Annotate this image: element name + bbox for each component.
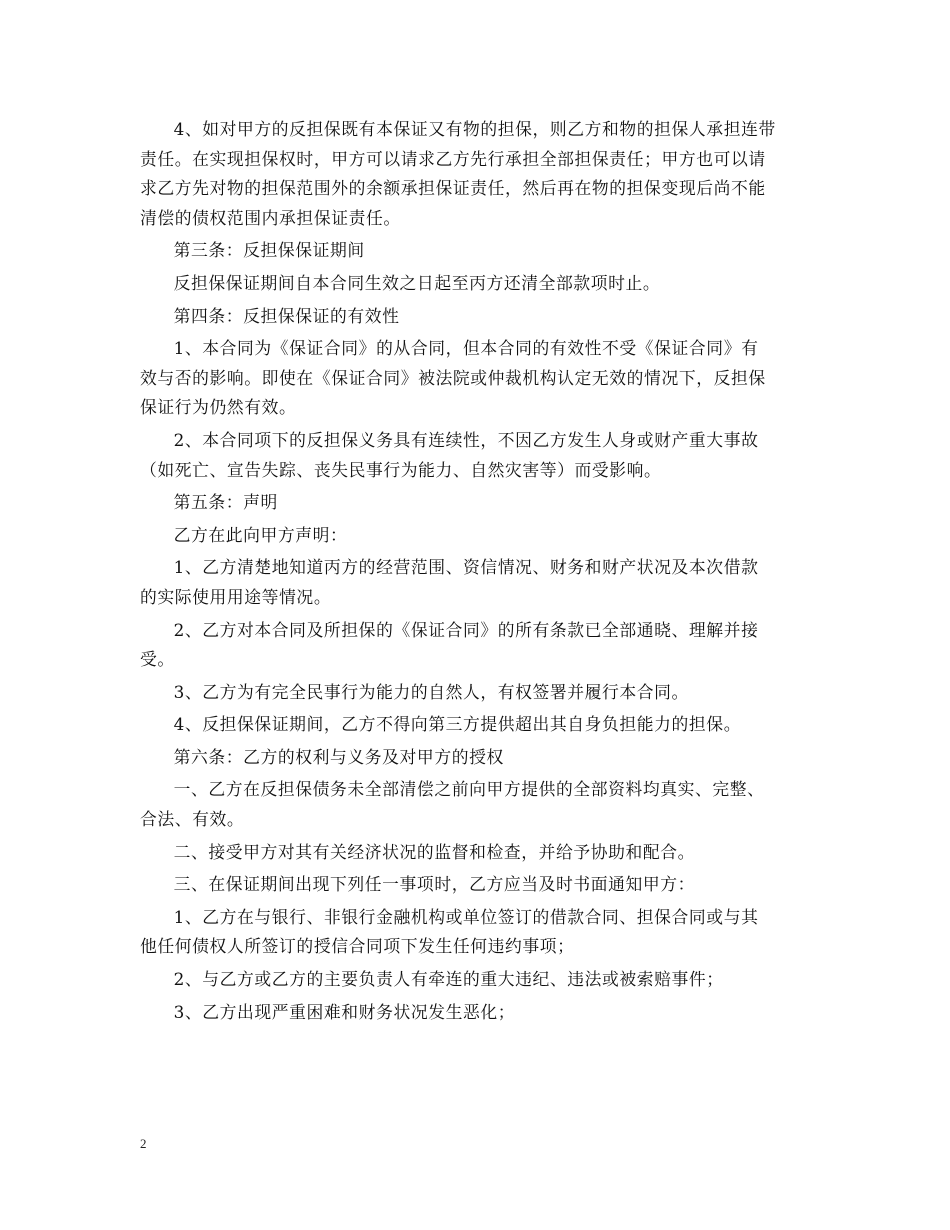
document-body	[140, 115, 812, 1030]
paragraph	[140, 553, 812, 612]
paragraph-line: 保证行为仍然有效。	[140, 397, 297, 418]
paragraph-line: 二、接受甲方对其有关经济状况的监督和检查，并给予协助和配合。	[173, 841, 696, 862]
paragraph	[140, 269, 812, 299]
paragraph	[140, 521, 812, 551]
paragraph	[140, 775, 812, 834]
paragraph-line: 1、乙方清楚地知道丙方的经营范围、资信情况、财务和财产状况及本次借款	[173, 557, 759, 578]
paragraph-line: 第六条：乙方的权利与义务及对甲方的授权	[173, 746, 504, 767]
paragraph-line: 3、乙方为有完全民事行为能力的自然人，有权签署并履行本合同。	[173, 681, 689, 702]
paragraph	[140, 838, 812, 868]
paragraph-line: 1、本合同为《保证合同》的从合同，但本合同的有效性不受《保证合同》有	[173, 338, 759, 359]
paragraph-line: 乙方在此向甲方声明：	[173, 524, 348, 545]
paragraph-line: 责任。在实现担保权时，甲方可以请求乙方先行承担全部担保责任；甲方也可以请	[140, 148, 766, 169]
paragraph	[140, 743, 812, 773]
paragraph-line: 反担保保证期间自本合同生效之日起至丙方还清全部款项时止。	[173, 272, 661, 293]
paragraph-line: （如死亡、宣告失踪、丧失民事行为能力、自然灾害等）而受影响。	[140, 459, 662, 480]
paragraph-line: 的实际使用用途等情况。	[140, 586, 332, 607]
paragraph	[140, 903, 812, 962]
paragraph	[140, 236, 812, 266]
paragraph-line: 合法、有效。	[140, 809, 245, 830]
paragraph	[140, 710, 812, 740]
paragraph	[140, 115, 812, 233]
paragraph-line: 3、乙方出现严重困难和财务状况发生恶化；	[173, 1001, 516, 1022]
paragraph	[140, 488, 812, 518]
paragraph	[140, 998, 812, 1028]
paragraph-line: 第三条：反担保保证期间	[173, 240, 365, 261]
page-number: 2	[140, 1136, 147, 1151]
paragraph-line: 1、乙方在与银行、非银行金融机构或单位签订的借款合同、担保合同或与其	[173, 906, 759, 927]
paragraph	[140, 426, 812, 485]
paragraph-line: 第四条：反担保保证的有效性	[173, 305, 400, 326]
paragraph-line: 效与否的影响。即使在《保证合同》被法院或仲裁机构认定无效的情况下，反担保	[140, 367, 766, 388]
paragraph-line: 三、在保证期间出现下列任一事项时，乙方应当及时书面通知甲方：	[173, 874, 696, 895]
paragraph-line: 清偿的债权范围内承担保证责任。	[140, 207, 401, 228]
paragraph-line: 第五条：声明	[173, 492, 278, 513]
paragraph	[140, 965, 812, 995]
paragraph-line: 求乙方先对物的担保范围外的余额承担保证责任，然后再在物的担保变现后尚不能	[140, 178, 766, 199]
paragraph	[140, 616, 812, 675]
paragraph	[140, 334, 812, 423]
paragraph-line: 他任何债权人所签订的授信合同项下发生任何违约事项；	[140, 936, 575, 957]
paragraph	[140, 870, 812, 900]
paragraph-gap	[140, 1027, 812, 1030]
paragraph	[140, 302, 812, 332]
paragraph-line: 2、本合同项下的反担保义务具有连续性，不因乙方发生人身或财产重大事故	[173, 429, 759, 450]
paragraph-line: 受。	[140, 649, 175, 670]
paragraph-line: 4、如对甲方的反担保既有本保证又有物的担保，则乙方和物的担保人承担连带	[173, 119, 776, 139]
paragraph-line: 4、反担保保证期间，乙方不得向第三方提供超出其自身负担能力的担保。	[173, 714, 742, 735]
paragraph-line: 2、乙方对本合同及所担保的《保证合同》的所有条款已全部通晓、理解并接	[173, 619, 759, 640]
paragraph-line: 一、乙方在反担保债务未全部清偿之前向甲方提供的全部资料均真实、完整、	[173, 779, 765, 800]
paragraph-line: 2、与乙方或乙方的主要负责人有牵连的重大违纪、违法或被索赔事件；	[173, 969, 724, 990]
paragraph	[140, 678, 812, 708]
